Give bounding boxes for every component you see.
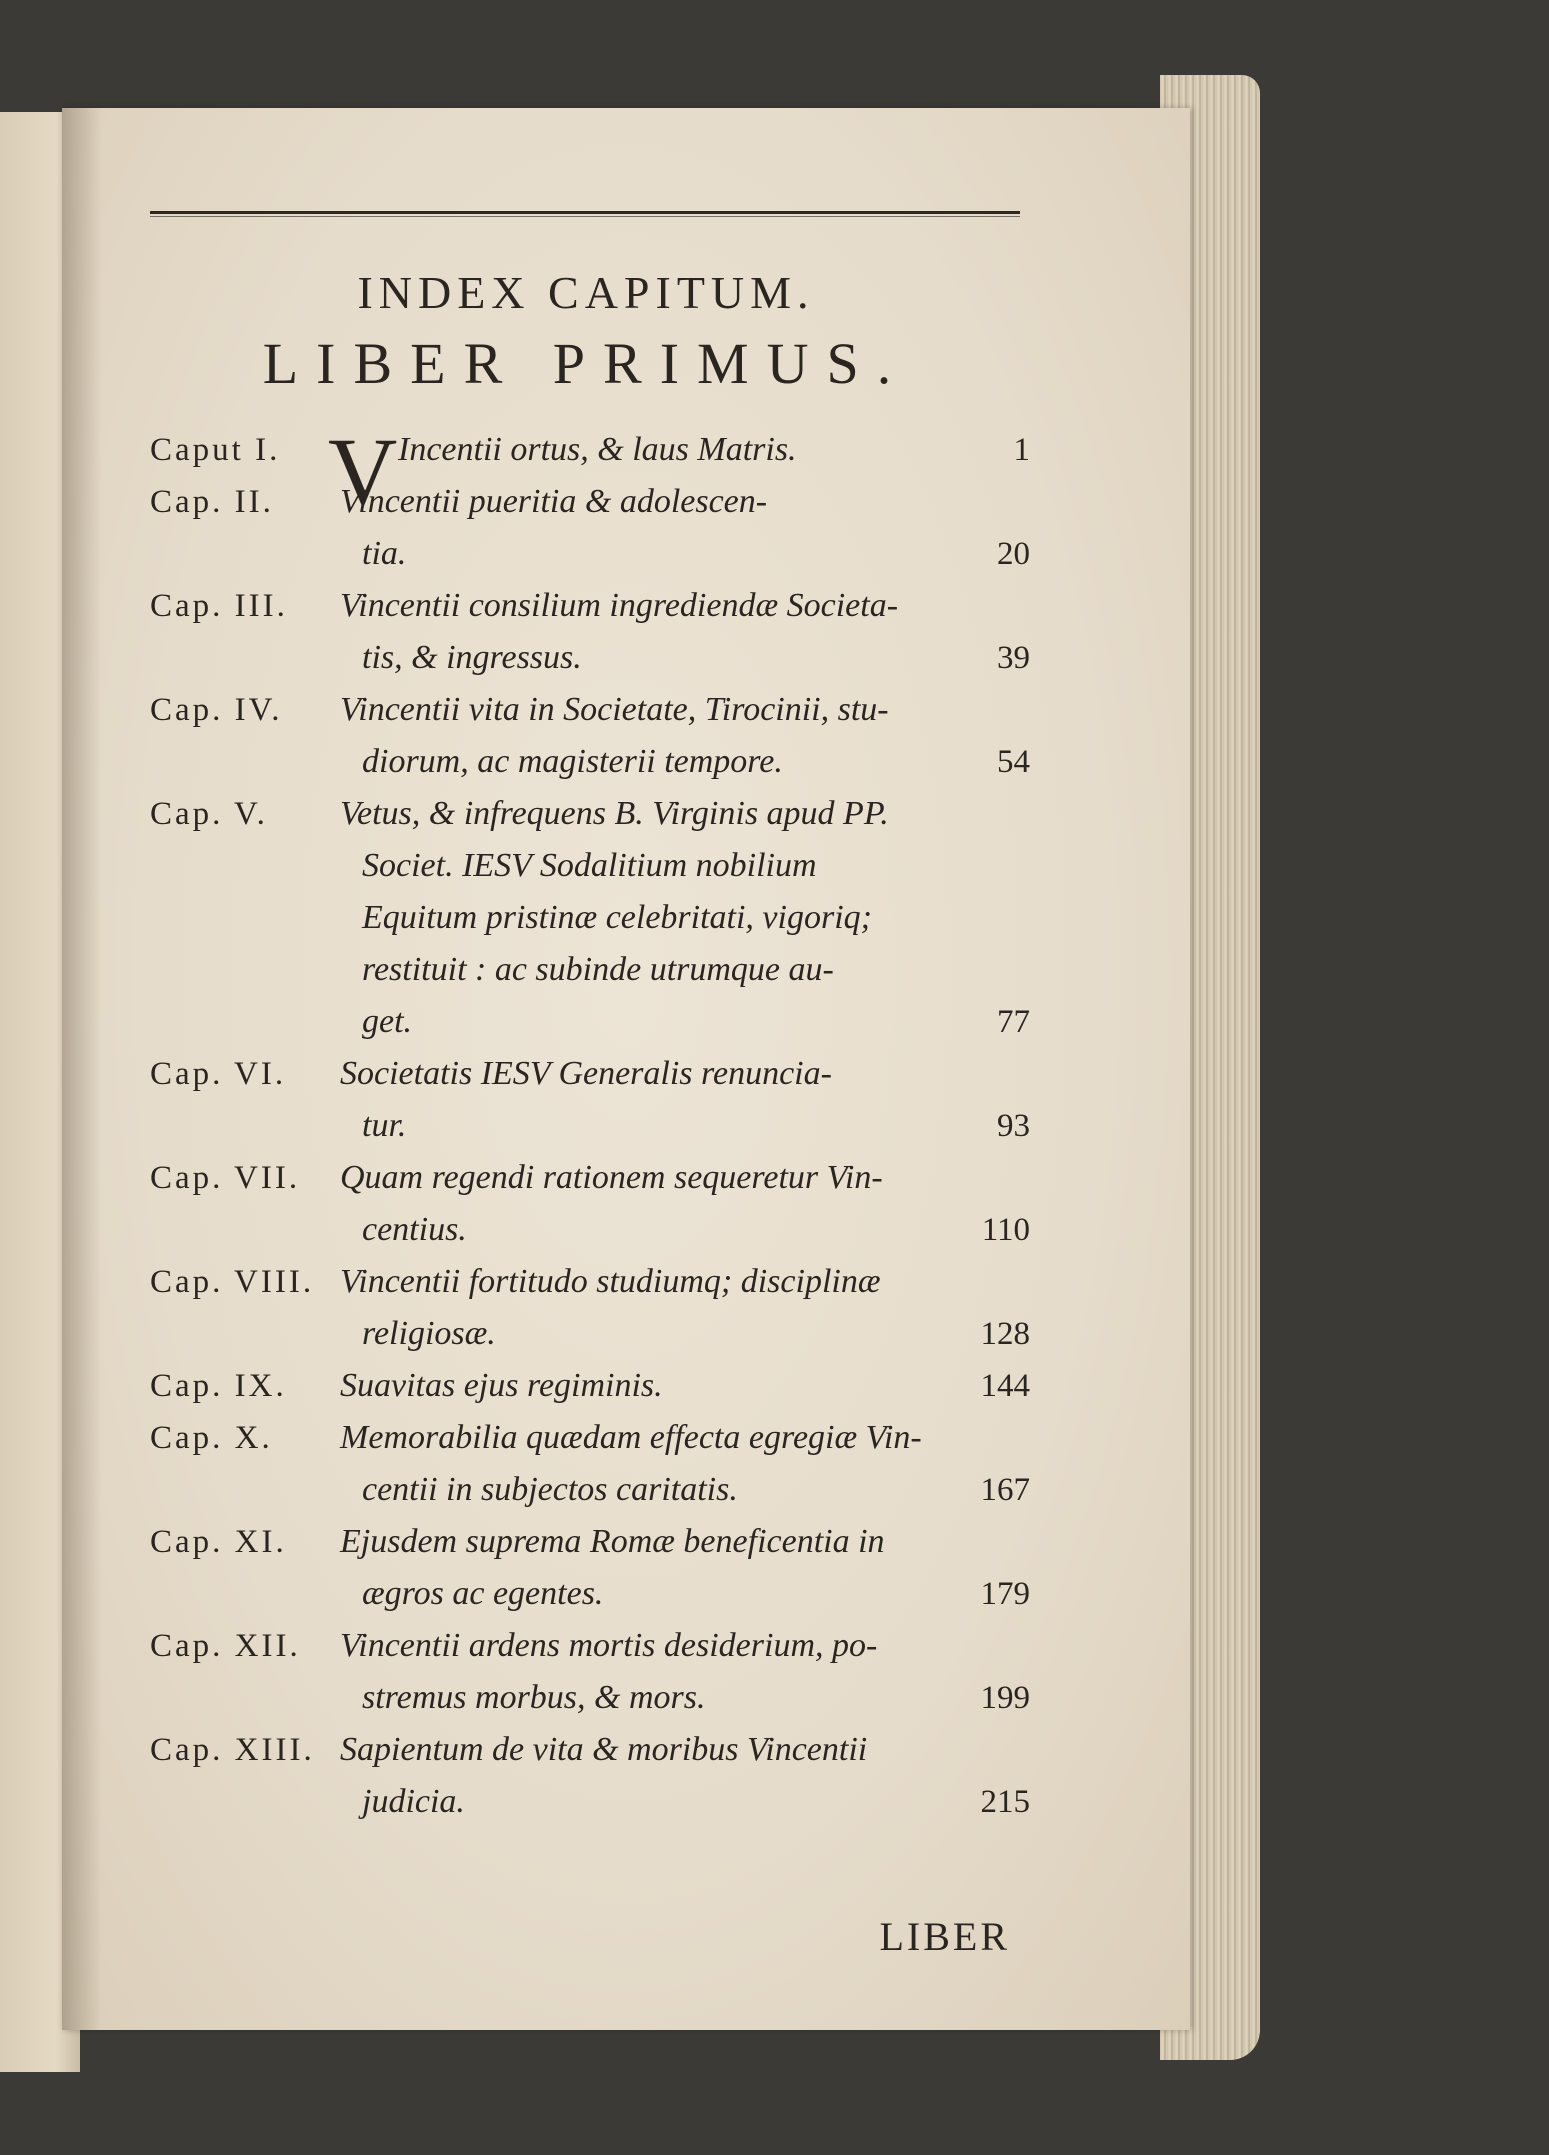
entry-text: Incentii ortus, & laus Matris. <box>398 431 797 468</box>
entry-line <box>340 996 1030 1048</box>
index-entry <box>150 580 1030 684</box>
entry-text: tis, & ingressus. <box>362 639 582 676</box>
entry-text: religiosæ. <box>362 1315 496 1352</box>
index-entry <box>150 1048 1030 1152</box>
chapter-label: Cap. XI. <box>150 1524 287 1560</box>
entry-line <box>340 892 1030 944</box>
index-entry <box>150 1620 1030 1724</box>
chapter-label: Cap. VII. <box>150 1160 301 1196</box>
entry-line <box>340 632 1030 684</box>
entry-body <box>340 1412 1030 1516</box>
index-title: INDEX CAPITUM. <box>357 267 815 318</box>
page-number: 199 <box>980 1680 1030 1716</box>
index-entry <box>150 1412 1030 1516</box>
chapter-label: Cap. II. <box>150 484 274 520</box>
entry-text: Equitum pristinæ celebritati, vigoriq; <box>362 899 872 936</box>
chapter-label: Cap. XII. <box>150 1628 301 1664</box>
entry-text: judicia. <box>362 1783 465 1820</box>
page-number: 144 <box>980 1368 1030 1404</box>
entry-line <box>340 1516 1030 1568</box>
page-number: 54 <box>997 744 1030 780</box>
entry-line <box>340 1776 1030 1828</box>
header-rule-thin <box>150 216 1020 217</box>
page-number: 39 <box>997 640 1030 676</box>
entry-text: Vincentii fortitudo studiumq; disciplinæ <box>340 1263 881 1300</box>
entry-text: tia. <box>362 535 407 572</box>
entry-text: Societatis IESV Generalis renuncia- <box>340 1055 832 1092</box>
entry-text: Vincentii consilium ingrediendæ Societa- <box>340 587 899 624</box>
page-number: 167 <box>980 1472 1030 1508</box>
entry-line <box>340 1308 1030 1360</box>
entry-text: get. <box>362 1003 413 1040</box>
entry-line <box>340 684 1030 736</box>
chapter-label: Cap. IV. <box>150 692 283 728</box>
chapter-label: Cap. VIII. <box>150 1264 315 1300</box>
entry-body <box>340 1516 1030 1620</box>
entry-text: Vincentii pueritia & adolescen- <box>340 483 768 520</box>
index-entry <box>150 788 1030 1048</box>
entry-text: stremus morbus, & mors. <box>362 1679 706 1716</box>
chapter-label: Cap. VI. <box>150 1056 287 1092</box>
index-entry <box>150 476 1030 580</box>
page-number: 20 <box>997 536 1030 572</box>
entry-line <box>340 1204 1030 1256</box>
entry-body <box>340 1360 1030 1412</box>
page-number: 77 <box>997 1004 1030 1040</box>
index-entry <box>150 1152 1030 1256</box>
entry-text: Vetus, & infrequens B. Virginis apud PP. <box>340 795 889 832</box>
entry-line <box>340 1724 1030 1776</box>
page-number: 110 <box>981 1212 1030 1248</box>
entry-body <box>340 1256 1030 1360</box>
chapter-label: Cap. IX. <box>150 1368 287 1404</box>
chapter-label: Caput I. <box>150 432 281 468</box>
entry-text: ægros ac egentes. <box>362 1575 604 1612</box>
entry-text: Suavitas ejus regiminis. <box>340 1367 663 1404</box>
entry-line <box>340 1464 1030 1516</box>
entry-line <box>340 788 1030 840</box>
drop-cap: V <box>328 418 398 525</box>
entry-body <box>340 580 1030 684</box>
entry-line <box>340 944 1030 996</box>
entries-container <box>150 476 1030 1828</box>
entry-body <box>340 1724 1030 1828</box>
entry-line <box>340 1412 1030 1464</box>
entry-text: tur. <box>362 1107 407 1144</box>
entry-text: restituit : ac subinde utrumque au- <box>362 951 834 988</box>
entry-line <box>340 424 1030 476</box>
index-entry <box>150 1516 1030 1620</box>
entry-text: diorum, ac magisterii tempore. <box>362 743 783 780</box>
entry-line <box>340 1100 1030 1152</box>
chapter-label: Cap. III. <box>150 588 288 624</box>
entry-text: Vincentii ardens mortis desiderium, po- <box>340 1627 878 1664</box>
entry-text: centius. <box>362 1211 467 1248</box>
index-entry <box>150 1256 1030 1360</box>
entry-body <box>340 1152 1030 1256</box>
entry-line <box>340 840 1030 892</box>
index-entry <box>150 684 1030 788</box>
entry-body <box>340 476 1030 580</box>
entry-line <box>340 476 1030 528</box>
entry-line <box>340 1048 1030 1100</box>
chapter-label: Cap. X. <box>150 1420 273 1456</box>
catchword: LIBER <box>879 1914 1010 1959</box>
entry-line <box>340 1152 1030 1204</box>
chapter-label: Cap. XIII. <box>150 1732 315 1768</box>
entry-body <box>340 1048 1030 1152</box>
entry-line <box>340 1620 1030 1672</box>
page-number: 215 <box>980 1784 1030 1820</box>
entry-line <box>340 1568 1030 1620</box>
entry-body <box>340 788 1030 1048</box>
chapter-label: Cap. V. <box>150 796 268 832</box>
entry-text: Societ. IESV Sodalitium nobilium <box>362 847 817 884</box>
entry-body <box>340 1620 1030 1724</box>
entry-text: Vincentii vita in Societate, Tirocinii, stu- <box>340 691 889 728</box>
page-number: 93 <box>997 1108 1030 1144</box>
entry-line <box>340 1360 1030 1412</box>
entry-line <box>340 1672 1030 1724</box>
entry-line <box>340 736 1030 788</box>
entry-text: Memorabilia quædam effecta egregiæ Vin- <box>340 1419 922 1456</box>
page-number: 128 <box>980 1316 1030 1352</box>
entry-text: Sapientum de vita & moribus Vincentii <box>340 1731 868 1768</box>
entry-line <box>340 1256 1030 1308</box>
entry-text: centii in subjectos caritatis. <box>362 1471 738 1508</box>
index-entry <box>150 1360 1030 1412</box>
entry-text: Ejusdem suprema Romæ beneficentia in <box>340 1523 885 1560</box>
index-entry <box>150 1724 1030 1828</box>
page-number: 1 <box>1013 432 1030 468</box>
entry-line <box>340 528 1030 580</box>
entry-body <box>340 684 1030 788</box>
entry-text: Quam regendi rationem sequeretur Vin- <box>340 1159 883 1196</box>
entry-line <box>340 580 1030 632</box>
page-number: 179 <box>980 1576 1030 1612</box>
book-page <box>62 108 1190 2030</box>
liber-title: LIBER PRIMUS. <box>262 331 910 396</box>
header-rule <box>150 211 1020 214</box>
chapter-index-list <box>150 418 1030 1828</box>
